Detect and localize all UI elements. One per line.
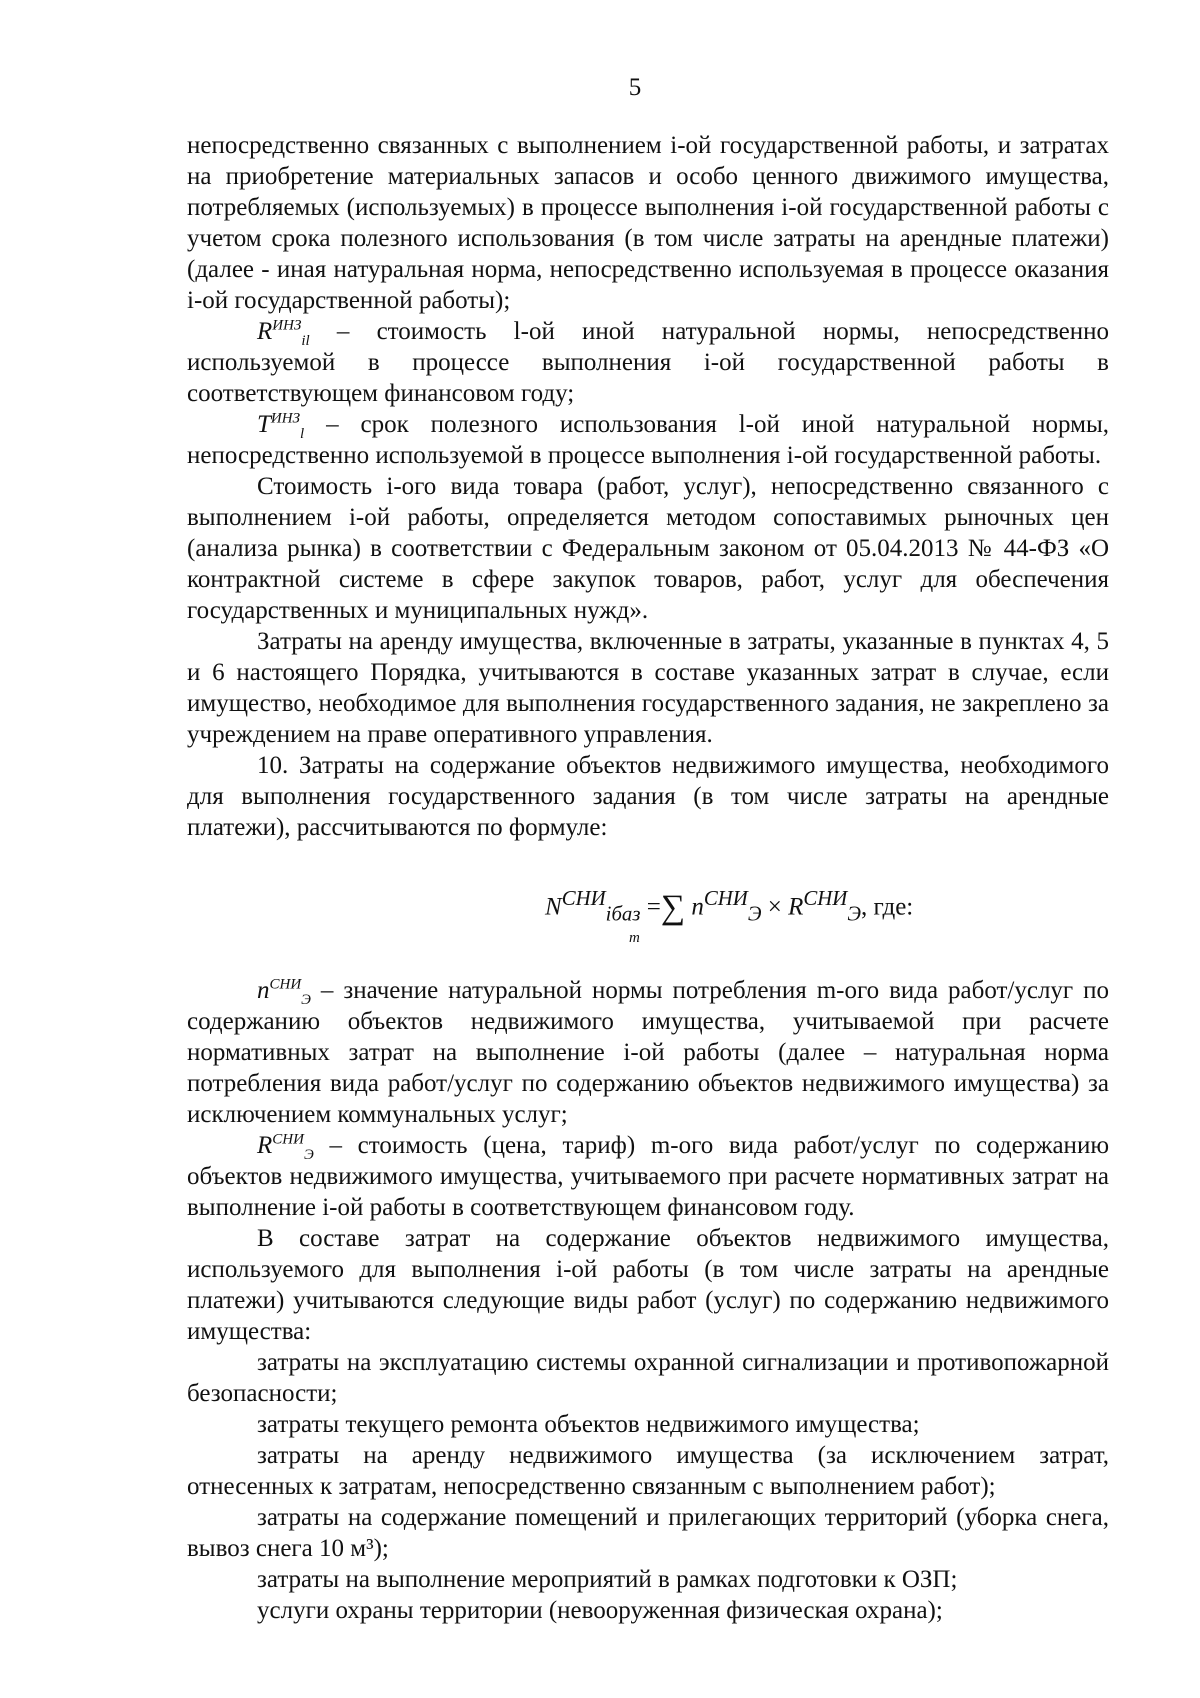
page-number: 5 — [628, 74, 642, 101]
list-item: затраты на выполнение мероприятий в рамках подготовки к ОЗП; — [257, 1566, 958, 1593]
formula-block — [187, 871, 1109, 945]
definition-r-sni: $R^{СНИ}_Э$ – стоимость (цена, тариф) m-ого вида работ/услуг по содержанию объектов недвижимого имущества, учитываемого при расчете нормативных затрат на выполнение i-ой работы в соответствующем финансовом году. — [187, 1131, 1109, 1221]
symbol-t-inz: $T^{ИНЗ}_l$ — [257, 410, 305, 442]
definition-t-inz: $T^{ИНЗ}_l$ – срок полезного использования l-ой иной натуральной нормы, непосредственно используемой в процессе выполнения i-ой государственной работы. — [187, 410, 1109, 469]
paragraph-rent-costs: Затраты на аренду имущества, включенные в затраты, указанные в пунктах 4, 5 и 6 настоящего Порядка, учитываются в составе указанных затрат в случае, если имущество, необходимое для выполнения государственного задания, не закреплено за учреждением на праве оперативного управления. — [187, 628, 1109, 748]
formula-expression: $N^{СНИ}_{iбаз}$ =∑ $n^{СНИ}_Э \times R^{СНИ}_Э$, где: m — [545, 883, 913, 929]
sum-index: m — [629, 930, 640, 946]
list-item: затраты текущего ремонта объектов недвижимого имущества; — [257, 1411, 920, 1438]
list-item: затраты на содержание помещений и прилегающих территорий (уборка снега, вывоз снега 10 м³); — [187, 1504, 1109, 1562]
paragraph-composition: В составе затрат на содержание объектов недвижимого имущества, используемого для выполнения i-ой работы (в том числе затраты на арендные платежи) учитываются следующие виды работ (услуг) по содержанию недвижимого имущества: — [187, 1225, 1109, 1345]
symbol-r-sni: $R^{СНИ}_Э$ — [257, 1131, 314, 1163]
list-item: затраты на аренду недвижимого имущества (за исключением затрат, отнесенных к затратам, непосредственно связанным с выполнением работ); — [187, 1442, 1109, 1500]
paragraph-continuation: непосредственно связанных с выполнением i-ой государственной работы, и затратах на приобретение материальных запасов и особо ценного движимого имущества, потребляемых (используемых) в процессе выполнения i-ой государственной работы с учетом срока полезного использования (в том числе затраты на арендные платежи) (далее - иная натуральная норма, непосредственно используемая в процессе оказания i-ой государственной работы); — [187, 132, 1109, 314]
paragraph-item-10: 10. Затраты на содержание объектов недвижимого имущества, необходимого для выполнения государственного задания (в том числе затраты на арендные платежи), рассчитываются по формуле: — [187, 752, 1109, 841]
paragraph-cost-method: Стоимость i-ого вида товара (работ, услуг), непосредственно связанного с выполнением i-ой работы, определяется методом сопоставимых рыночных цен (анализа рынка) в соответствии с Федеральным законом от 05.04.2013 № 44-ФЗ «О контрактной системе в сфере закупок товаров, работ, услуг для обеспечения государственных и муниципальных нужд». — [187, 473, 1109, 624]
symbol-r-inz: $R^{ИНЗ}_{il}$ — [257, 317, 310, 349]
definition-r-inz: $R^{ИНЗ}_{il}$ – стоимость l-ой иной натуральной нормы, непосредственно используемой в процессе выполнения i-ой государственной работы в соответствующем финансовом году; — [187, 317, 1109, 407]
text-column — [187, 130, 1109, 1626]
definition-n-sni: $n^{СНИ}_Э$ – значение натуральной нормы потребления m-ого вида работ/услуг по содержанию объектов недвижимого имущества, учитываемой при расчете нормативных затрат на выполнение i-ой работы (далее – натуральная норма потребления вида работ/услуг по содержанию объектов недвижимого имущества) за исключением коммунальных услуг; — [187, 976, 1109, 1128]
list-item: услуги охраны территории (невооруженная физическая охрана); — [257, 1597, 943, 1624]
symbol-n-sni: $n^{СНИ}_Э$ — [257, 976, 311, 1008]
formula-where: , где: — [860, 893, 914, 921]
list-item: затраты на эксплуатацию системы охранной сигнализации и противопожарной безопасности; — [187, 1349, 1109, 1407]
sum-sign: ∑ — [660, 889, 686, 927]
